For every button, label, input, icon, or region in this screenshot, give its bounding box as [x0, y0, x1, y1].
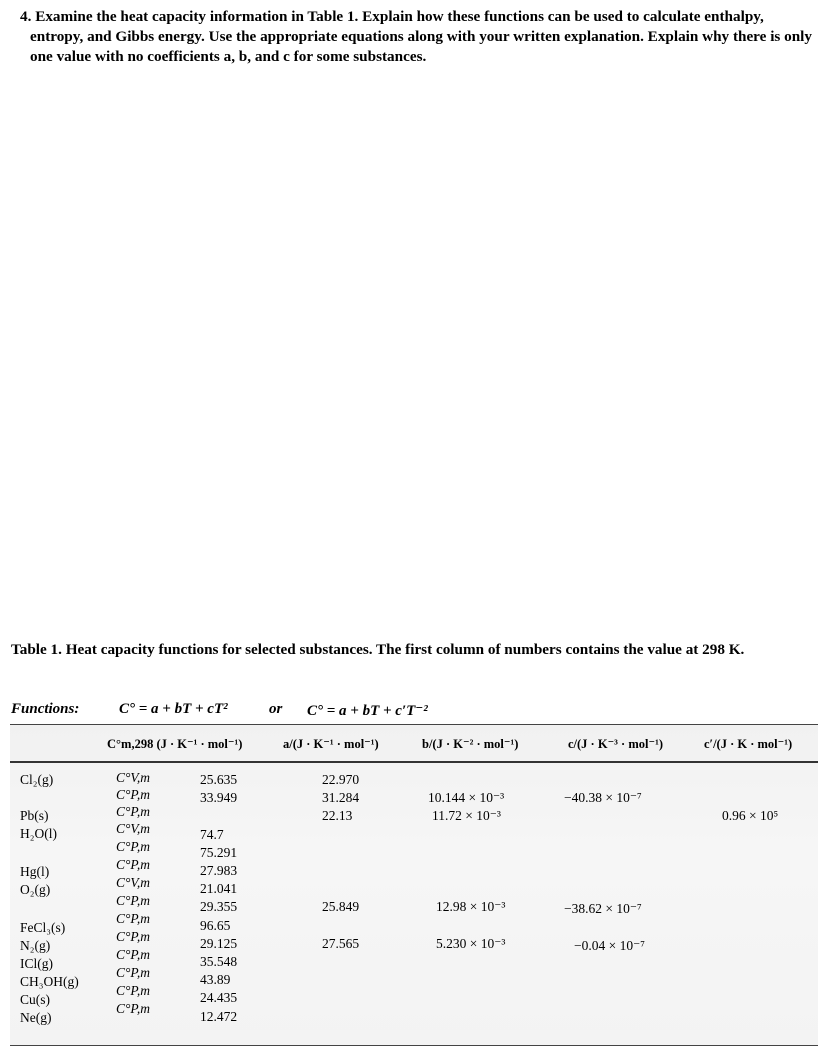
substance-n2: N₂(g): [20, 938, 51, 953]
functions-or: or: [269, 701, 283, 717]
substance-ne: Ne(g): [20, 1010, 52, 1025]
header-cprime: c′/(J · K · mol⁻¹): [704, 737, 793, 751]
symbol-row-13: C°P,m: [116, 983, 151, 998]
function-equation-1: C° = a + bT + cT²: [119, 701, 228, 717]
c298-value: 24.435: [200, 990, 238, 1005]
c298-value: 12.472: [200, 1009, 238, 1024]
header-c: c/(J · K⁻³ · mol⁻¹): [568, 737, 663, 751]
symbol-row-14: C°P,m: [116, 1001, 151, 1016]
c298-value: 43.89: [200, 972, 231, 987]
header-b: b/(J · K⁻² · mol⁻¹): [422, 737, 519, 751]
b-value: 12.98 × 10⁻³: [436, 899, 506, 914]
a-value: 22.970: [322, 772, 360, 787]
c298-value: 27.983: [200, 863, 238, 878]
c298-value: 96.65: [200, 918, 231, 933]
c298-value: 25.635: [200, 772, 238, 787]
c298-value: 33.949: [200, 790, 238, 805]
substance-hg: Hg(l): [20, 864, 50, 879]
symbol-row-8: C°P,m: [116, 893, 151, 908]
substance-icl: ICl(g): [20, 956, 53, 971]
symbol-row-7: C°V,m: [116, 875, 151, 890]
b-value: 10.144 × 10⁻³: [428, 790, 505, 805]
c-value: −38.62 × 10⁻⁷: [564, 901, 642, 916]
symbol-row-10: C°P,m: [116, 929, 151, 944]
a-value: 31.284: [322, 790, 360, 805]
symbol-row-3: C°P,m: [116, 804, 151, 819]
substance-cl2: Cl₂(g): [20, 772, 54, 787]
cprime-value: 0.96 × 10⁵: [722, 808, 779, 823]
b-value: 11.72 × 10⁻³: [432, 808, 501, 823]
question-text: 4. Examine the heat capacity information in Table 1. Explain how these functions can be used to calculate enthalpy, entropy, and Gibbs energy. Use the appropriate equations along with your written explanation. Explain why there is only one value with no coefficients a, b, and c for some substances.: [20, 8, 812, 65]
substance-o2: O₂(g): [20, 882, 51, 897]
symbol-row-5: C°P,m: [116, 839, 151, 854]
symbol-row-11: C°P,m: [116, 947, 151, 962]
substance-h2o: H₂O(l): [20, 826, 57, 841]
c298-value: 29.355: [200, 899, 238, 914]
table-caption: Table 1. Heat capacity functions for selected substances. The first column of numbers contains the value at 298 K.: [11, 641, 745, 658]
substance-ch3oh: CH₃OH(g): [20, 974, 79, 989]
a-value: 27.565: [322, 936, 360, 951]
c298-value: 29.125: [200, 936, 238, 951]
c-value: −0.04 × 10⁻⁷: [574, 938, 645, 953]
heat-capacity-table-photo: [10, 724, 818, 1046]
symbol-row-2: C°P,m: [116, 787, 151, 802]
c298-value: 75.291: [200, 845, 238, 860]
substance-cu: Cu(s): [20, 992, 50, 1007]
functions-label: Functions:: [11, 701, 80, 717]
substance-fecl3: FeCl₃(s): [20, 920, 66, 935]
table-top-rule: [10, 724, 818, 725]
c-value: −40.38 × 10⁻⁷: [564, 790, 642, 805]
symbol-row-4: C°V,m: [116, 821, 151, 836]
a-value: 22.13: [322, 808, 353, 823]
b-value: 5.230 × 10⁻³: [436, 936, 506, 951]
c298-value: 35.548: [200, 954, 238, 969]
symbol-row-9: C°P,m: [116, 911, 151, 926]
symbol-row-1: C°V,m: [116, 770, 151, 785]
c298-value: 21.041: [200, 881, 238, 896]
substance-pb: Pb(s): [20, 808, 49, 823]
c298-value: 74.7: [200, 827, 224, 842]
symbol-row-6: C°P,m: [116, 857, 151, 872]
a-value: 25.849: [322, 899, 360, 914]
header-a: a/(J · K⁻¹ · mol⁻¹): [283, 737, 379, 751]
function-equation-2: C° = a + bT + c′T⁻²: [307, 703, 428, 719]
table-bottom-rule: [10, 1045, 818, 1046]
symbol-row-12: C°P,m: [116, 965, 151, 980]
table-header-rule: [10, 761, 818, 763]
functions-row: [11, 701, 791, 723]
header-c298: C°m,298 (J · K⁻¹ · mol⁻¹): [107, 737, 243, 751]
